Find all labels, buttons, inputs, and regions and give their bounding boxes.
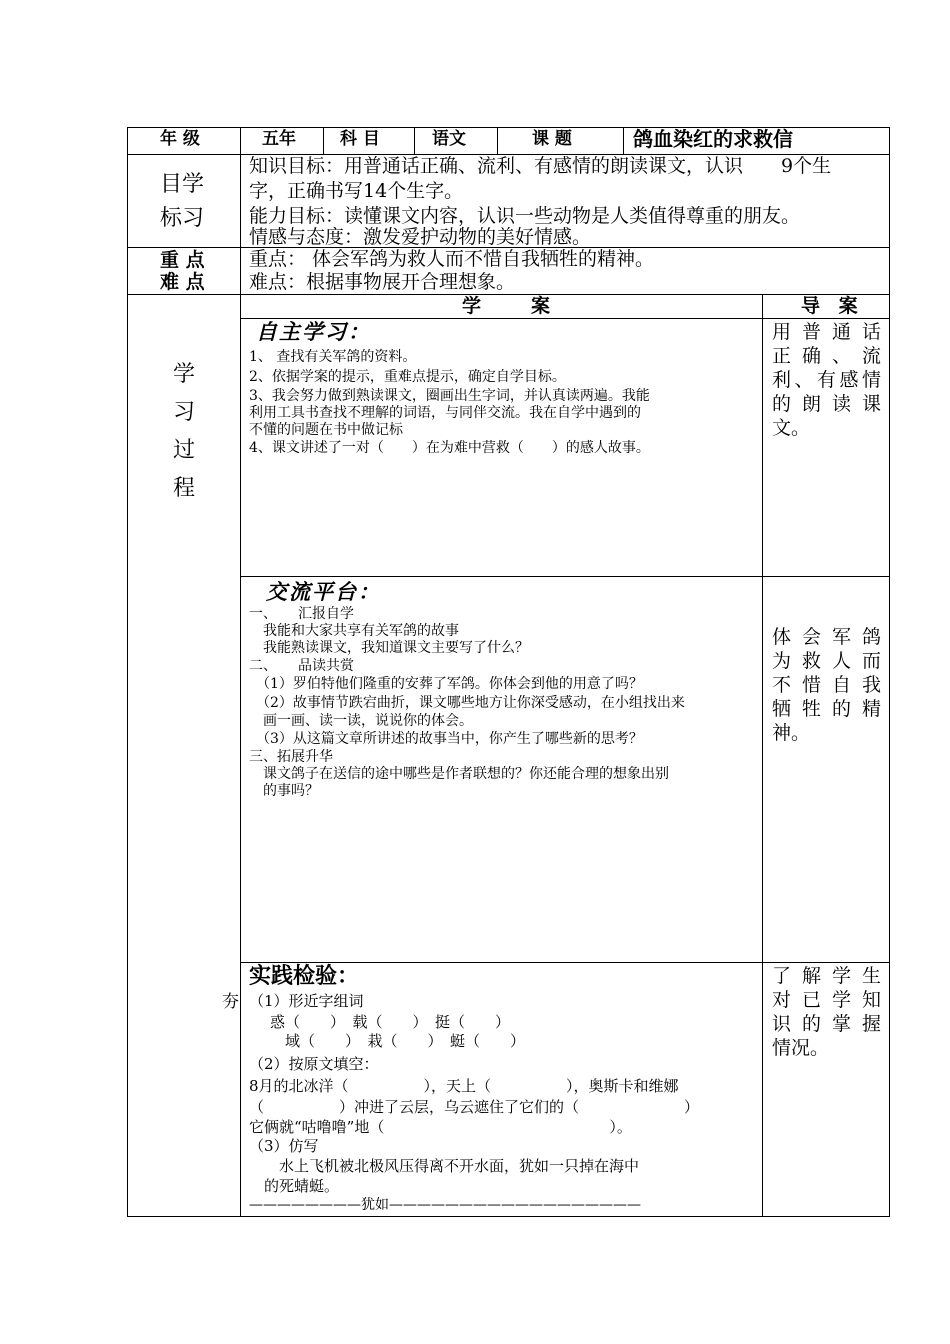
practice-item-4: （2）按原文填空： bbox=[249, 1055, 379, 1073]
subject-value: 语文 bbox=[432, 129, 466, 149]
exchange-item-5: （1）罗伯特他们隆重的安葬了军鸽。你体会到他的用意了吗？ bbox=[249, 676, 643, 692]
col-divider-guide bbox=[762, 294, 763, 1217]
header-divider-1 bbox=[323, 127, 324, 154]
process-label: 学 习 过 程 bbox=[172, 362, 195, 501]
grade-label: 年 级 bbox=[160, 129, 200, 149]
study-plan-header: 学 案 bbox=[462, 295, 555, 317]
table-left-border bbox=[127, 127, 128, 1217]
header-divider-4 bbox=[623, 127, 624, 154]
goals-label-1: 目学 bbox=[160, 172, 205, 197]
goals-ability: 能力目标：读懂课文内容，认识一些动物是人类值得尊重的朋友。 bbox=[249, 205, 801, 227]
table-right-border bbox=[889, 127, 890, 1217]
key-point: 重点： 体会军鸽为救人而不惜自我牺牲的精神。 bbox=[249, 248, 655, 270]
self-study-item-1: 1、 查找有关军鸽的资料。 bbox=[249, 349, 417, 365]
practice-item-9: 水上飞机被北极风压得离不开水面，犹如一只掉在海中 bbox=[249, 1157, 640, 1175]
practice-guide: 了解学生 对已学知 识的掌握 情况。 bbox=[772, 965, 881, 1059]
self-study-item-2: 2、依据学案的提示，重难点提示，确定自学目标。 bbox=[249, 369, 566, 385]
key-label-2: 难 点 bbox=[160, 271, 205, 293]
exchange-item-4: 二、 品读共赏 bbox=[249, 658, 354, 674]
header-divider-3 bbox=[497, 127, 498, 154]
exchange-title: 交流平台： bbox=[266, 579, 381, 604]
subject-label: 科 目 bbox=[340, 129, 380, 149]
self-study-item-3c: 不懂的问题在书中做记标 bbox=[249, 422, 403, 438]
exchange-item-2: 我能和大家共享有关军鸽的故事 bbox=[249, 623, 459, 639]
practice-item-6: （ ）冲进了云层，乌云遮住了它们的（ ） bbox=[249, 1098, 700, 1116]
grade-value: 五年 bbox=[262, 129, 296, 149]
exchange-guide: 体会军鸽 为救人而 不惜自我 牺牲的精 神。 bbox=[772, 626, 881, 744]
guide-plan-header: 导 案 bbox=[801, 295, 864, 317]
practice-item-11: ————————犹如—————————————————— bbox=[249, 1197, 641, 1213]
row-divider-self-study bbox=[240, 576, 890, 577]
practice-item-10: 的死蜻蜓。 bbox=[249, 1177, 340, 1195]
practice-title: 实践检验： bbox=[249, 963, 360, 989]
exchange-item-8: （3）从这篇文章所讲述的故事当中，你产生了哪些新的思考？ bbox=[249, 731, 643, 747]
difficulty-point: 难点：根据事物展开合理想象。 bbox=[249, 271, 516, 293]
topic-label: 课 题 bbox=[532, 129, 572, 149]
key-label-1: 重 点 bbox=[160, 249, 205, 271]
practice-item-7: 它俩就“咕噜噜”地（ ）。 bbox=[249, 1118, 632, 1136]
exchange-item-3: 我能熟读课文，我知道课文主要写了什么？ bbox=[249, 640, 529, 656]
exchange-item-6: （2）故事情节跌宕曲折，课文哪些地方让你深受感动，在小组找出来 bbox=[249, 695, 685, 711]
exchange-item-7: 画一画、读一读，说说你的体会。 bbox=[249, 713, 473, 729]
practice-item-5: 8月的北冰洋（ ），天上（ ），奥斯卡和维娜 bbox=[249, 1077, 679, 1095]
self-study-guide: 用普通话 正确、流 利、有感情 的朗读课 文。 bbox=[772, 321, 881, 439]
table-bottom-border bbox=[127, 1216, 890, 1217]
practice-item-1: （1）形近字组词 bbox=[249, 992, 364, 1010]
goals-emotion: 情感与态度：激发爱护动物的美好情感。 bbox=[249, 226, 592, 248]
self-study-title: 自主学习： bbox=[256, 319, 371, 344]
practice-item-8: （3）仿写 bbox=[249, 1137, 319, 1155]
margin-char: 夯 bbox=[222, 992, 239, 1012]
topic-value: 鸽血染红的求救信 bbox=[633, 127, 793, 151]
self-study-item-4: 4、课文讲述了一对（ ）在为难中营救（ ）的感人故事。 bbox=[249, 440, 650, 456]
exchange-item-11: 的事吗？ bbox=[249, 783, 319, 799]
self-study-item-3b: 利用工具书查找不理解的词语，与同伴交流。我在自学中遇到的 bbox=[249, 405, 641, 421]
practice-item-3: 域（ ） 栽（ ） 蜓（ ） bbox=[255, 1032, 526, 1050]
exchange-item-10: 课文鸽子在送信的途中哪些是作者联想的？你还能合理的想象出别 bbox=[249, 766, 669, 782]
goals-knowledge-line1: 知识目标：用普通话正确、流利、有感情的朗读课文，认识 9个生 bbox=[249, 155, 832, 177]
exchange-item-1: 一、 汇报自学 bbox=[249, 606, 354, 622]
goals-knowledge-line2: 字，正确书写14个生字。 bbox=[249, 180, 464, 202]
header-divider-2 bbox=[414, 127, 415, 154]
goals-label-2: 标习 bbox=[160, 206, 205, 231]
exchange-item-9: 三、拓展升华 bbox=[249, 749, 333, 765]
col-divider-label bbox=[240, 127, 241, 1217]
practice-item-2: 惑（ ） 载（ ） 挺（ ） bbox=[255, 1013, 511, 1031]
self-study-item-3: 3、我会努力做到熟读课文，圈画出生字词，并认真读两遍。我能 bbox=[249, 388, 650, 404]
